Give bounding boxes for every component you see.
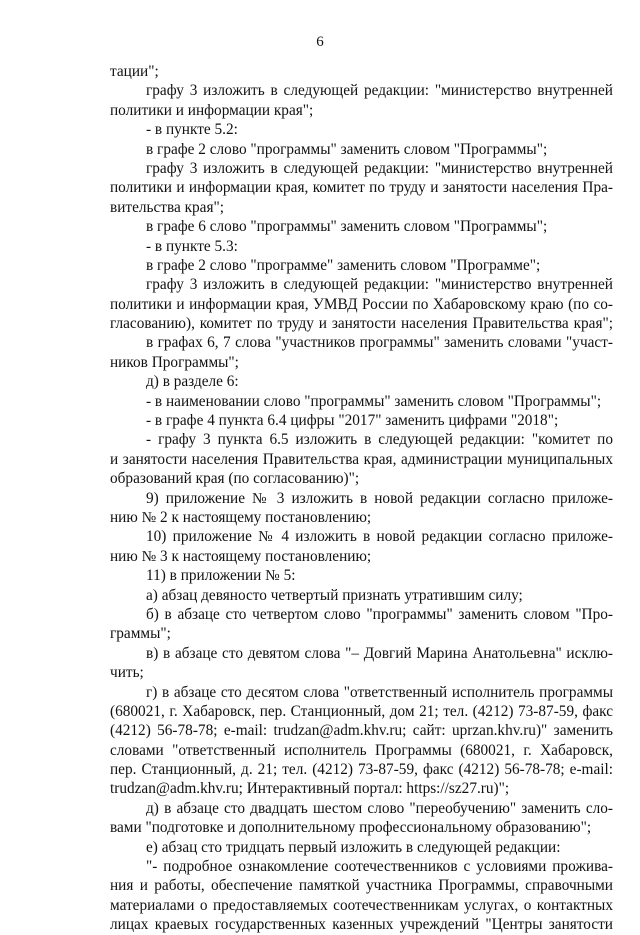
text-line: графу 3 изложить в следующей редакции: "министерство внутренней [146,276,613,294]
text-line: чить; [110,664,144,682]
text-line: 11) в приложении № 5: [146,567,296,585]
text-line: е) абзац сто тридцать первый изложить в следующей редакции: [146,838,561,856]
text-line: "- подробное ознакомление соотечественников с условиями прожива- [146,858,613,876]
text-line: в графе 6 слово "программы" заменить словом "Программы"; [146,218,548,236]
text-line: вительства края"; [110,198,225,216]
text-line: - в графе 4 пункта 6.4 цифры "2017" заменить цифрами "2018"; [146,412,559,430]
text-line: - в пункте 5.2: [146,121,238,139]
text-line: пер. Станционный, д. 21; тел. (4212) 73-87-59, факс (4212) 56-78-78; e-mail: [110,761,613,779]
text-line: графу 3 изложить в следующей редакции: "министерство внутренней [146,82,613,100]
text-line: - графу 3 пункта 6.5 изложить в следующей редакции: "комитет по [146,431,613,449]
text-line: графу 3 изложить в следующей редакции: "министерство внутренней [146,159,613,177]
text-line: 9) приложение № 3 изложить в новой редакции согласно приложе- [146,489,613,507]
text-line: б) в абзаце сто четвертом слово "программы" заменить словом "Про- [146,605,613,623]
text-line: материалами о предоставляемых соотечественникам услугах, о контактных [110,896,613,914]
text-line: политики и информации края"; [110,101,314,119]
text-line: 10) приложение № 4 изложить в новой редакции согласно приложе- [146,528,613,546]
text-line: словами "ответственный исполнитель Программы (680021, г. Хабаровск, [110,741,613,759]
text-line: в графе 2 слово "программе" заменить словом "Программе"; [146,256,541,274]
text-line: лицах краевых государственных казенных учреждений "Центры занятости [110,916,613,934]
text-line: политики и информации края, комитет по труду и занятости населения Пра- [110,179,613,197]
text-line: ния и работы, обеспечение памяткой участника Программы, справочными [110,877,613,895]
text-line: д) в абзаце сто двадцать шестом слово "переобучению" заменить сло- [146,799,613,817]
text-line: ников Программы"; [110,353,239,371]
text-line: образований края (по согласованию)"; [110,470,360,488]
text-line: и занятости населения Правительства края, администрации муниципальных [110,450,613,468]
text-line: тации"; [110,63,159,80]
text-line: гласованию), комитет по труду и занятости населения Правительства края"; [110,315,613,333]
text-line: граммы"; [110,625,171,643]
text-line: в графах 6, 7 слова "участников программы" заменить словами "участ- [146,334,613,352]
text-line: trudzan@adm.khv.ru; Интерактивный портал: https://sz27.ru)"; [110,780,510,798]
text-line: в графе 2 слово "программы" заменить словом "Программы"; [146,140,548,158]
text-line: нию № 2 к настоящему постановлению; [110,508,372,526]
document-body [110,62,613,935]
text-line: г) в абзаце сто десятом слова "ответственный исполнитель программы [146,683,613,701]
text-line: в) в абзаце сто девятом слова "– Довгий Марина Анатольевна" исклю- [146,644,613,662]
text-line: д) в разделе 6: [146,373,239,391]
page-number: 6 [316,34,324,50]
text-line: политики и информации края, УМВД России по Хабаровскому краю (по со- [110,295,613,313]
text-line: (4212) 56-78-78; e-mail: trudzan@adm.khv.ru; сайт: uprzan.khv.ru)" заменить [110,722,613,740]
text-line: - в пункте 5.3: [146,237,238,255]
text-line: - в наименовании слово "программы" заменить словом "Программы"; [146,392,602,410]
text-line: нию № 3 к настоящему постановлению; [110,547,372,565]
text-line: (680021, г. Хабаровск, пер. Станционный, дом 21; тел. (4212) 73-87-59, факс [110,702,613,720]
text-line: вами "подготовке и дополнительному профессиональному образованию"; [110,819,592,837]
text-line: а) абзац девяносто четвертый признать утратившим силу; [146,586,523,604]
